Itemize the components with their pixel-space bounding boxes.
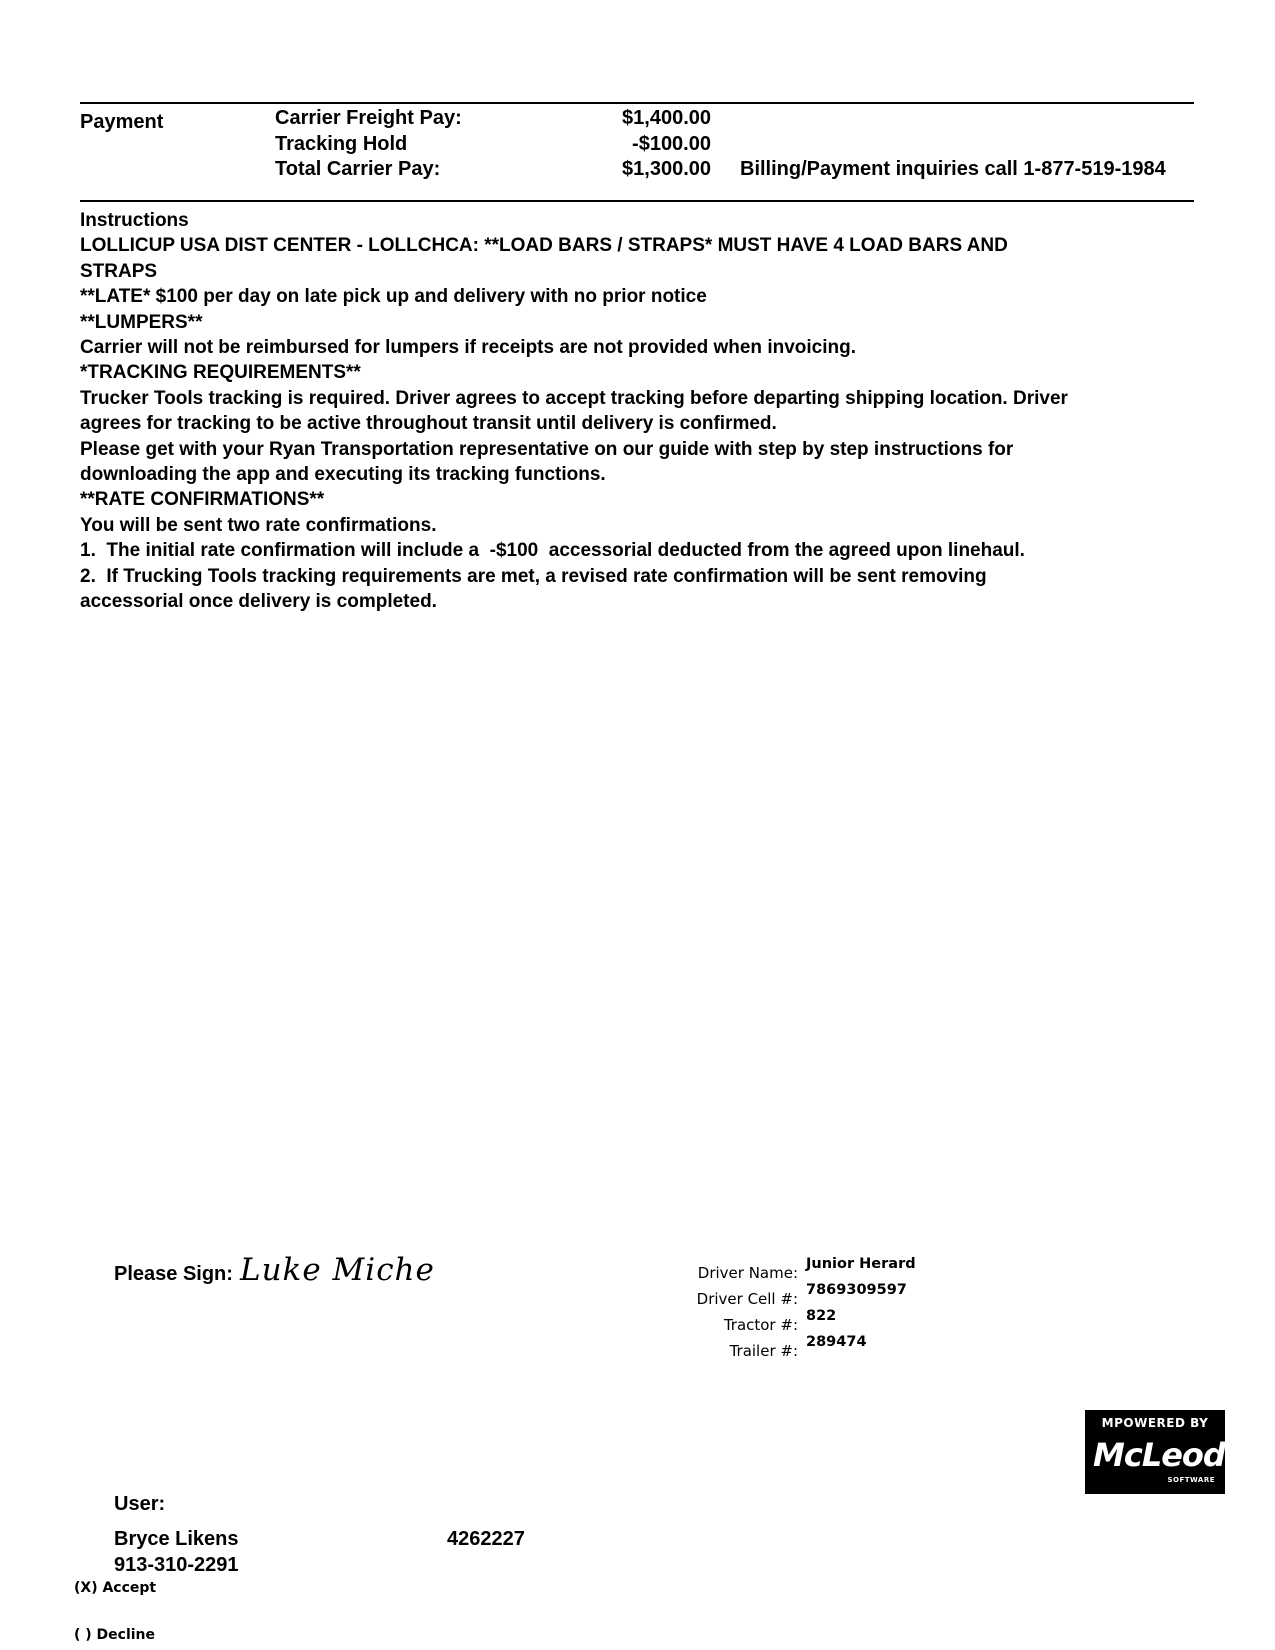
- payment-row-label: Tracking Hold: [275, 133, 408, 155]
- instruction-line: Carrier will not be reimbursed for lumpers if receipts are not provided when invoicing.: [80, 337, 856, 359]
- tractor-value: 822: [806, 1308, 837, 1324]
- top-rule: [80, 102, 1194, 104]
- instruction-line: **LUMPERS**: [80, 311, 203, 333]
- driver-name-value: Junior Herard: [806, 1256, 916, 1272]
- bottom-rule: [80, 200, 1194, 202]
- user-label: User:: [114, 1493, 166, 1515]
- instruction-line: 1. The initial rate confirmation will include a -$100 accessorial deducted from the agreed upon linehaul.: [80, 540, 1025, 562]
- instruction-line: downloading the app and executing its tracking functions.: [80, 464, 606, 486]
- instruction-line: agrees for tracking to be active throughout transit until delivery is confirmed.: [80, 413, 777, 435]
- instruction-line: Trucker Tools tracking is required. Driver agrees to accept tracking before departing shipping location. Driver: [80, 387, 1068, 409]
- instructions-block: [80, 208, 1195, 615]
- instruction-line: accessorial once delivery is completed.: [80, 591, 437, 613]
- please-sign-label: Please Sign:: [114, 1263, 233, 1285]
- accept-option[interactable]: (X) Accept: [74, 1580, 157, 1596]
- instruction-line: You will be sent two rate confirmations.: [80, 514, 437, 536]
- tractor-label: Tractor #:: [723, 1316, 798, 1334]
- payment-row-label: Total Carrier Pay:: [275, 158, 441, 180]
- mcleod-logo: [1085, 1410, 1225, 1494]
- logo-powered-by: MPOWERED BY: [1101, 1416, 1209, 1430]
- logo-sub: SOFTWARE: [1167, 1476, 1215, 1484]
- logo-brand: McLeod: [1093, 1436, 1225, 1474]
- instruction-line: LOLLICUP USA DIST CENTER - LOLLCHCA: **LOAD BARS / STRAPS* MUST HAVE 4 LOAD BARS AND: [80, 235, 1008, 257]
- signature-handwriting: Luke Miche: [240, 1252, 435, 1288]
- trailer-label: Trailer #:: [729, 1342, 798, 1360]
- billing-inquiries-note: Billing/Payment inquiries call 1-877-519-1984: [740, 158, 1166, 180]
- user-name: Bryce Likens: [114, 1528, 239, 1550]
- instructions-heading: Instructions: [80, 210, 189, 231]
- payment-row-amount: -$100.00: [632, 133, 711, 155]
- payment-row-amount: $1,400.00: [622, 107, 711, 129]
- instruction-line: *TRACKING REQUIREMENTS**: [80, 362, 361, 384]
- instruction-line: Please get with your Ryan Transportation representative on our guide with step by step instructions for: [80, 438, 1014, 460]
- trailer-value: 289474: [806, 1334, 867, 1350]
- driver-cell-value: 7869309597: [806, 1282, 907, 1298]
- payment-row-label: Carrier Freight Pay:: [275, 107, 462, 129]
- instruction-line: **LATE* $100 per day on late pick up and delivery with no prior notice: [80, 286, 707, 308]
- instruction-line: **RATE CONFIRMATIONS**: [80, 489, 325, 511]
- user-id: 4262227: [447, 1528, 525, 1550]
- payment-section-label: Payment: [80, 111, 164, 133]
- instruction-line: STRAPS: [80, 260, 158, 282]
- user-phone: 913-310-2291: [114, 1554, 239, 1576]
- instruction-line: 2. If Trucking Tools tracking requirements are met, a revised rate confirmation will be sent removing: [80, 565, 987, 587]
- payment-row-amount: $1,300.00: [622, 158, 711, 180]
- driver-cell-label: Driver Cell #:: [696, 1290, 798, 1308]
- driver-name-label: Driver Name:: [697, 1264, 798, 1282]
- decline-option[interactable]: ( ) Decline: [74, 1627, 156, 1643]
